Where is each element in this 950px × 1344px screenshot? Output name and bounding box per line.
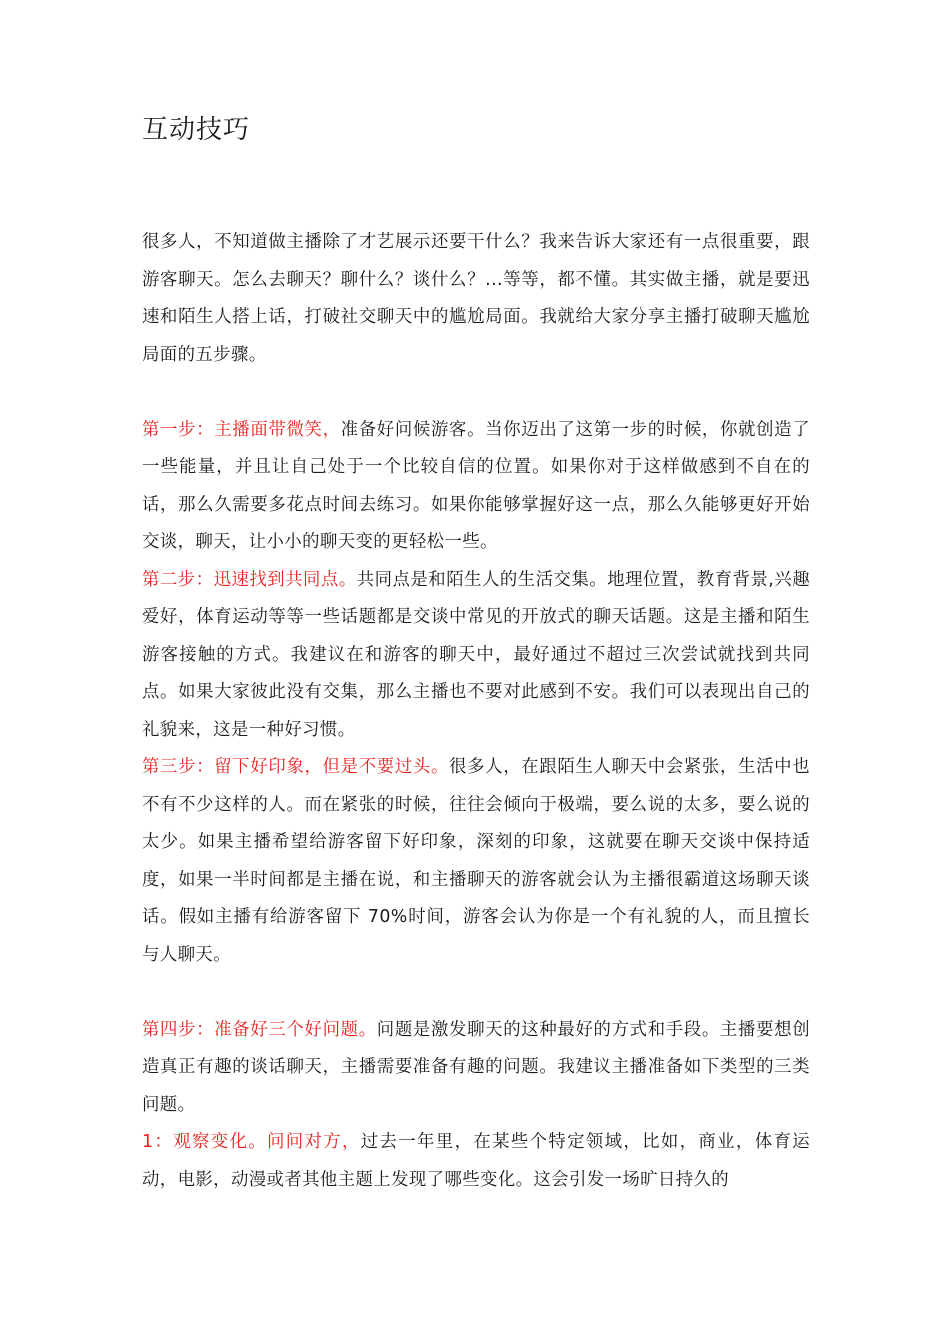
step-1-heading: 第一步：主播面带微笑， (142, 419, 341, 440)
step-3-text: 很多人，在跟陌生人聊天中会紧张，生活中也不有不少这样的人。而在紧张的时候，往往会倾向于极端，要么说的太多，要么说的太少。如果主播希望给游客留下好印象，深刻的印象，这就要在聊天交谈中保持适度，如果一半时间都是主播在说，和主播聊天的游客就会认为主播很霸道这场聊天谈话。假如主播有给游客留下 70%时间，游客会认为你是一个有礼貌的人，而且擅长与人聊天。 (142, 757, 810, 965)
intro-paragraph: 很多人，不知道做主播除了才艺展示还要干什么？我来告诉大家还有一点很重要，跟游客聊天。怎么去聊天？聊什么？谈什么？...等等，都不懂。其实做主播，就是要迅速和陌生人搭上话，打破社交聊天中的尴尬局面。我就给大家分享主播打破聊天尴尬局面的五步骤。 (142, 232, 810, 365)
paragraph-gap (142, 374, 810, 412)
paragraph-gap (142, 974, 810, 1012)
step-2-paragraph (142, 562, 810, 750)
document-body (142, 224, 810, 1199)
document-title: 互动技巧 (142, 115, 251, 145)
step-2-text: 共同点是和陌生人的生活交集。地理位置，教育背景,兴趣爱好，体育运动等等一些话题都是交谈中常见的开放式的聊天话题。这是主播和陌生游客接触的方式。我建议在和游客的聊天中，最好通过不超过三次尝试就找到共同点。如果大家彼此没有交集，那么主播也不要对此感到不安。我们可以表现出自己的礼貌来，这是一种好习惯。 (142, 569, 810, 740)
step-3-paragraph (142, 749, 810, 974)
step-4-text: 问题是激发聊天的这种最好的方式和手段。主播要想创造真正有趣的谈话聊天，主播需要准备有趣的问题。我建议主播准备如下类型的三类问题。 (142, 1019, 810, 1115)
question-type-1-text: 过去一年里，在某些个特定领域，比如，商业，体育运动，电影，动漫或者其他主题上发现了哪些变化。这会引发一场旷日持久的 (142, 1132, 810, 1190)
step-4-heading: 第四步：准备好三个好问题。 (142, 1019, 377, 1040)
step-3-heading: 第三步：留下好印象，但是不要过头。 (142, 757, 450, 777)
question-type-1-paragraph (142, 1124, 810, 1199)
question-type-1-heading: 1：观察变化。问问对方， (142, 1132, 361, 1152)
step-1-text: 准备好问候游客。当你迈出了这第一步的时候，你就创造了一些能量，并且让自己处于一个比较自信的位置。如果你对于这样做感到不自在的话，那么久需要多花点时间去练习。如果你能够掌握好这一点，那么久能够更好开始交谈，聊天，让小小的聊天变的更轻松一些。 (142, 419, 811, 552)
step-2-heading: 第二步：迅速找到共同点。 (142, 569, 357, 590)
step-1-paragraph (142, 412, 810, 562)
step-4-paragraph (142, 1012, 810, 1125)
